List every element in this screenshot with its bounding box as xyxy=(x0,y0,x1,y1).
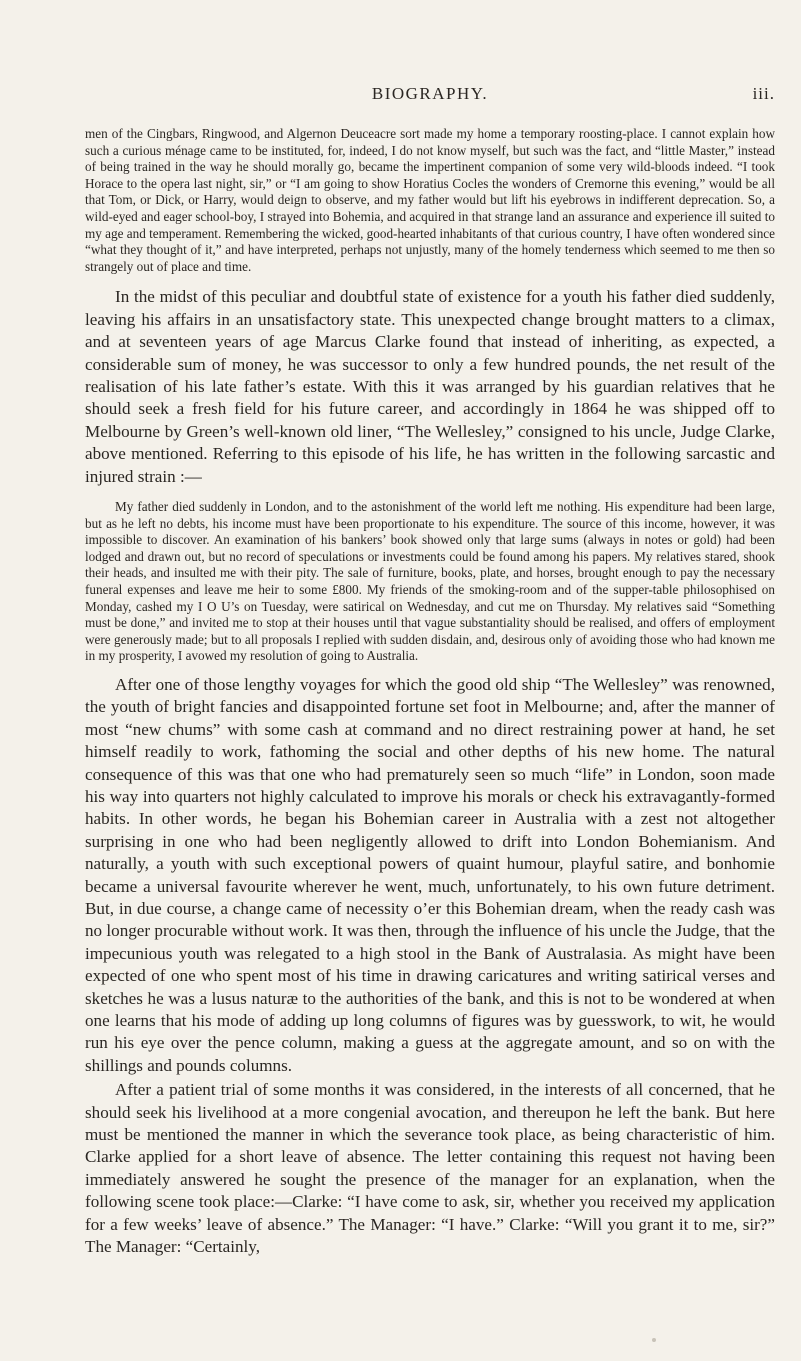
running-head xyxy=(85,84,775,108)
body-text xyxy=(85,126,775,1259)
page-speck xyxy=(652,1338,656,1342)
page-title: BIOGRAPHY. xyxy=(371,84,489,103)
paragraph-melbourne: After one of those lengthy voyages for which the good old ship “The Wellesley” was renowned, the youth of bright fancies and disappointed fortune set foot in Melbourne; and, after the manner of most “new chums” with some cash at command and no direct restraining power at hand, he set himself readily to work, fathoming the social and other depths of his new home. The natural consequence of this was that one who had prematurely seen so much “life” in London, soon made his way into quarters not highly calculated to improve his morals or check his extravagantly-formed habits. In other words, he began his Bohemian career in Australia with a zest not altogether surprising in one who had been negligently allowed to drift into London Bohemianism. And naturally, a youth with such exceptional powers of quaint humour, playful satire, and bonhomie became a universal favourite wherever he went, much, unfortunately, to his own future detriment. But, in due course, a change came of necessity o’er this Bohemian dream, when the ready cash was no longer procurable without work. It was then, through the influence of his uncle the Judge, that the impecunious youth was relegated to a high stool in the Bank of Australasia. As might have been expected of one who spent most of his time in drawing caricatures and writing satirical verses and sketches he was a lusus naturæ to the authorities of the bank, and this is not to be wondered at when one learns that his mode of adding up long columns of figures was by guesswork, to wit, he would run his eye over the pence column, making a guess at the aggregate amount, and so on with the shillings and pounds columns. xyxy=(85,674,775,1075)
paragraph-memoir-childhood: men of the Cingbars, Ringwood, and Algernon Deuceacre sort made my home a temporary roosting-place. I cannot explain how such a curious ménage came to be instituted, for, indeed, I do not know myself, but such was the fact, and “little Master,” instead of being trained in the way he should morally go, became the impertinent companion of some very wild-bloods indeed. “I took Horace to the opera last night, sir,” or “I am going to show Horatius Cocles the wonders of Cremorne this evening,” would be all that Tom, or Dick, or Harry, would deign to observe, and my father would but lift his eyebrows in indifferent deprecation. So, a wild-eyed and eager school-boy, I strayed into Bohemia, and acquired in that strange land an assurance and experience ill suited to my age and temperament. Remembering the wicked, good-hearted inhabitants of that curious country, I have often wondered since “what they thought of it,” and have interpreted, perhaps not unjustly, many of the homely tenderness which seemed to me then so strangely out of place and time. xyxy=(85,126,775,274)
paragraph-bank-leave: After a patient trial of some months it was considered, in the interests of all concerned, that he should seek his livelihood at a more congenial avocation, and thereupon he left the bank. But here must be mentioned the manner in which the severance took place, as being characteristic of him. Clarke applied for a short leave of absence. The letter containing this request not having been immediately answered he sought the presence of the manager for an explanation, when the following scene took place:—Clarke: “I have come to ask, sir, whether you received my application for a few weeks’ leave of absence.” The Manager: “I have.” Clarke: “Will you grant it to me, sir?” The Manager: “Certainly, xyxy=(85,1080,775,1257)
paragraph-father-death: In the midst of this peculiar and doubtful state of existence for a youth his father died suddenly, leaving his affairs in an unsatisfactory state. This unexpected change brought matters to a climax, and at seventeen years of age Marcus Clarke found that instead of inheriting, as expected, a considerable sum of money, he was successor to only a few hundred pounds, the net result of the realisation of his late father’s estate. With this it was arranged by his guardian relatives that he should seek a fresh field for his future career, and accordingly in 1864 he was shipped off to Melbourne by Green’s well-known old liner, “The Wellesley,” consigned to his uncle, Judge Clarke, above mentioned. Referring to this episode of his life, he has written in the following sarcastic and injured strain :— xyxy=(85,287,775,486)
page-number: iii. xyxy=(752,84,775,103)
block-quote-clarke: My father died suddenly in London, and to the astonishment of the world left me nothing. His expenditure had been large, but as he left no debts, his income must have been proportionate to his expenditure. The source of this income, however, it was impossible to discover. An examination of his bankers’ book showed only that large sums (always in notes or gold) had been lodged and drawn out, but no record of speculations or investments could be found among his papers. My relatives stared, shook their heads, and insulted me with their pity. The sale of furniture, books, plate, and horses, brought enough to pay the necessary funeral expenses and leave me heir to some £800. My friends of the smoking-room and of the supper-table philosophised on Monday, cashed my I O U’s on Tuesday, were satirical on Wednesday, and cut me on Thursday. My relatives said “Something must be done,” and invited me to stop at their houses until that vague substantiality should be realised, and offers of employment were generously made; but to all proposals I replied with sudden disdain, and, desirous only of avoiding those who had known me in my prosperity, I avowed my resolution of going to Australia. xyxy=(85,499,775,664)
